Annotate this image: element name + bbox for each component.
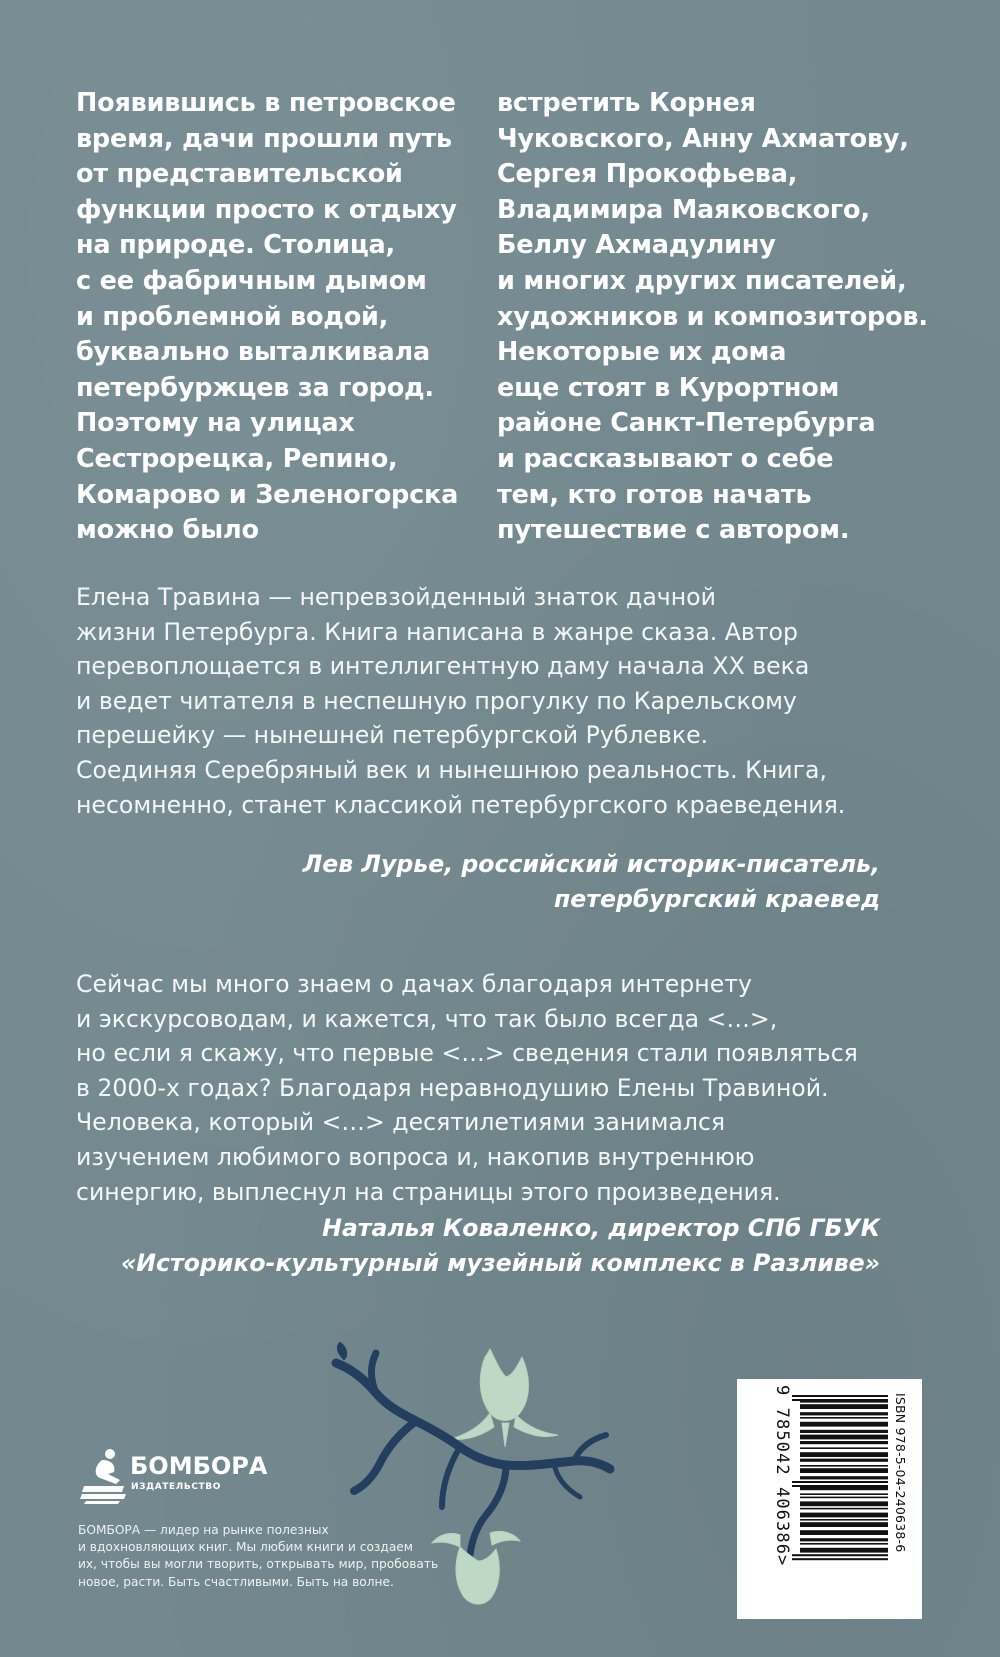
publisher-logo xyxy=(80,1448,268,1504)
intro-line: и рассказывают о себе xyxy=(497,443,834,474)
intro-line: Появившись в петровское xyxy=(76,88,456,118)
review-line: и ведет читателя в неспешную прогулку по Карельскому xyxy=(76,686,797,715)
review-line: Соединяя Серебряный век и нынешнюю реальность. Книга, xyxy=(76,755,827,784)
review-line: Сейчас мы много знаем о дачах благодаря интернету xyxy=(76,970,752,998)
blurb-line: БОМБОРА — лидер на рынке полезных xyxy=(78,1523,329,1537)
intro-line: можно было xyxy=(76,515,259,546)
review-line: Елена Травина — непревзойденный знаток дачной xyxy=(76,583,716,611)
intro-line: и проблемной водой, xyxy=(76,301,389,332)
review-line: и экскурсоводам, и кажется, что так было всегда <…>, xyxy=(76,1004,778,1033)
barcode-number: 9 785042 406386 xyxy=(771,1385,792,1556)
intro-left-column xyxy=(76,86,476,549)
intro-line: Сестрорецка, Репино, xyxy=(76,443,398,474)
intro-line: от представительской xyxy=(76,159,403,190)
blurb-line: их, чтобы вы могли творить, открывать мир, пробовать xyxy=(78,1557,439,1572)
review-line: синергию, выплеснул на страницы этого произведения. xyxy=(76,1177,781,1206)
intro-line: Беллу Ахмадулину xyxy=(497,230,776,261)
publisher-blurb xyxy=(78,1522,478,1591)
intro-line: Поэтому на улицах xyxy=(76,408,355,439)
review-line: но если я скажу, что первые <…> сведения стали появляться xyxy=(76,1039,858,1068)
intro-line: буквально выталкивала xyxy=(76,337,430,368)
isbn-barcode xyxy=(737,1379,922,1619)
review-line: Человека, который <…> десятилетиями занимался xyxy=(76,1108,726,1137)
barcode-digits xyxy=(772,1385,792,1613)
intro-line: на природе. Столица, xyxy=(76,230,396,261)
intro-line: и многих других писателей, xyxy=(497,265,907,296)
review-attribution-2 xyxy=(121,1211,880,1280)
attribution-line: Наталья Коваленко, директор СПб ГБУК xyxy=(322,1214,880,1242)
publisher-subtitle: ИЗДАТЕЛЬСТВО xyxy=(131,1482,221,1492)
intro-line: художников и композиторов. xyxy=(497,301,928,332)
attribution-line: петербургский краевед xyxy=(553,884,880,913)
intro-right-column xyxy=(497,86,928,549)
review-quote-2 xyxy=(76,967,896,1209)
reader-on-books-logo-icon xyxy=(80,1448,128,1504)
intro-line: встретить Корнея xyxy=(497,88,756,118)
review-line: изучением любимого вопроса и, накопив внутреннюю xyxy=(76,1142,755,1171)
barcode-chevron: > xyxy=(771,1555,792,1567)
blurb-line: новое, расти. Быть счастливыми. Быть на волне. xyxy=(78,1574,394,1589)
intro-line: Некоторые их дома xyxy=(497,337,787,368)
review-line: перешейку — нынешней петербургской Рублевке. xyxy=(76,721,709,750)
intro-line: Комарово и Зеленогорска xyxy=(76,479,459,510)
intro-line: путешествие с автором. xyxy=(497,515,850,546)
review-line: перевоплощается в интеллигентную даму начала XX века xyxy=(76,652,810,681)
barcode-bars-icon xyxy=(792,1393,888,1605)
intro-line: Сергея Прокофьева, xyxy=(497,159,798,190)
isbn-label: ISBN 978-5-04-240638-6 xyxy=(892,1393,908,1553)
review-line: в 2000-х годах? Благодаря неравнодушию Елены Травиной. xyxy=(76,1073,829,1102)
intro-line: еще стоят в Курортном xyxy=(497,372,840,403)
intro-line: тем, кто готов начать xyxy=(497,479,812,510)
intro-line: Владимира Маяковского, xyxy=(497,194,870,225)
intro-line: Чуковского, Анну Ахматову, xyxy=(497,123,909,154)
blurb-line: и вдохновляющих книг. Мы любим книги и создаем xyxy=(78,1540,413,1555)
attribution-line: «Историко-культурный музейный комплекс в Разливе» xyxy=(120,1248,880,1277)
intro-line: районе Санкт-Петербурга xyxy=(497,408,876,439)
review-attribution-1 xyxy=(303,847,880,916)
intro-line: с ее фабричным дымом xyxy=(76,265,427,296)
attribution-line: Лев Лурье, российский историк-писатель, xyxy=(302,850,880,878)
intro-line: функции просто к отдыху xyxy=(76,194,457,225)
publisher-name: БОМБОРА xyxy=(130,1452,268,1480)
intro-line: петербуржцев за город. xyxy=(76,372,434,403)
review-line: несомненно, станет классикой петербургского краеведения. xyxy=(76,790,846,819)
review-quote-1 xyxy=(76,580,896,822)
intro-line: время, дачи прошли путь xyxy=(76,123,452,154)
review-line: жизни Петербурга. Книга написана в жанре сказа. Автор xyxy=(76,617,798,646)
